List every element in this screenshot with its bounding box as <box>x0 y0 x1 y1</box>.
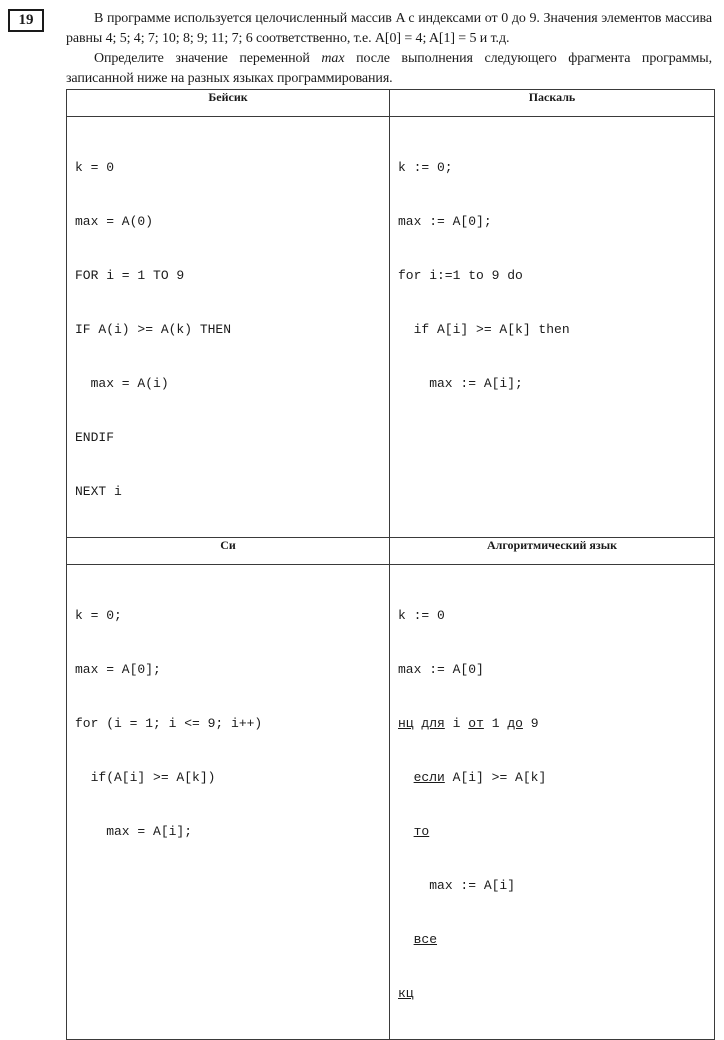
algo-num-9: 9 <box>530 716 539 731</box>
algo-then-line <box>398 823 714 841</box>
basic-cell <box>67 117 390 538</box>
algo-line: k := 0 <box>398 608 445 623</box>
basic-line: IF A(i) >= A(k) THEN <box>75 322 232 337</box>
task-paragraph-1: В программе используется целочисленный массив A с индексами от 0 до 9. Значения элементов массива равны 4; 5; 4; 7; 10; 8; 9; 11; 7; 6 соответственно, т.е. A[0] = 4; A[1] = 5 и т.д. <box>66 11 712 46</box>
basic-line: max = A(i) <box>75 376 169 391</box>
algo-endloop-line <box>398 985 714 1003</box>
algo-if-line <box>398 769 714 787</box>
pascal-header: Паскаль <box>390 90 715 117</box>
pascal-cell <box>390 117 715 538</box>
task-p2-before: Определите значение переменной <box>94 51 322 66</box>
c-code <box>67 565 389 877</box>
algo-kw-esli: если <box>413 770 445 785</box>
algo-kw-do: до <box>507 716 523 731</box>
task-number: 19 <box>8 9 44 32</box>
basic-line: k = 0 <box>75 160 115 175</box>
algo-code <box>390 565 714 1039</box>
algo-var-i: i <box>452 716 461 731</box>
algo-cell <box>390 565 715 1040</box>
c-line: k = 0; <box>75 608 122 623</box>
basic-line: FOR i = 1 TO 9 <box>75 268 185 283</box>
algo-kw-nc: нц <box>398 716 414 731</box>
c-line: max = A[i]; <box>75 824 193 839</box>
algo-kw-vse: все <box>413 932 438 947</box>
algo-kw-ot: от <box>468 716 484 731</box>
task-p2-var: max <box>321 51 345 66</box>
pascal-code <box>390 117 714 429</box>
pascal-line: max := A[i]; <box>398 376 523 391</box>
c-cell <box>67 565 390 1040</box>
basic-header: Бейсик <box>67 90 390 117</box>
c-line: if(A[i] >= A[k]) <box>75 770 216 785</box>
pascal-line: if A[i] >= A[k] then <box>398 322 570 337</box>
algo-num-1: 1 <box>491 716 500 731</box>
code-table <box>66 89 715 1040</box>
task-p2-after: после выполнения следующего фрагмента программы, записанной ниже на разных языках программирования. <box>66 51 712 86</box>
algo-header: Алгоритмический язык <box>390 538 715 565</box>
pascal-line: k := 0; <box>398 160 453 175</box>
algo-kw-dlya: для <box>421 716 445 731</box>
basic-line: NEXT i <box>75 484 122 499</box>
algo-cond: A[i] >= A[k] <box>452 770 547 785</box>
algo-kw-to: то <box>413 824 430 839</box>
pascal-line: max := A[0]; <box>398 214 492 229</box>
basic-line: ENDIF <box>75 430 115 445</box>
c-line: max = A[0]; <box>75 662 161 677</box>
task-text <box>66 9 712 89</box>
basic-line: max = A(0) <box>75 214 154 229</box>
c-header: Си <box>67 538 390 565</box>
basic-code <box>67 117 389 537</box>
algo-line: max := A[0] <box>398 662 484 677</box>
algo-endif-line <box>398 931 714 949</box>
c-line: for (i = 1; i <= 9; i++) <box>75 716 263 731</box>
task-paragraph-2 <box>66 49 712 89</box>
pascal-line: for i:=1 to 9 do <box>398 268 523 283</box>
algo-loop-line <box>398 715 714 733</box>
algo-kw-kc: кц <box>398 986 414 1001</box>
algo-assign-line <box>398 877 714 895</box>
algo-assign: max := A[i] <box>429 878 516 893</box>
